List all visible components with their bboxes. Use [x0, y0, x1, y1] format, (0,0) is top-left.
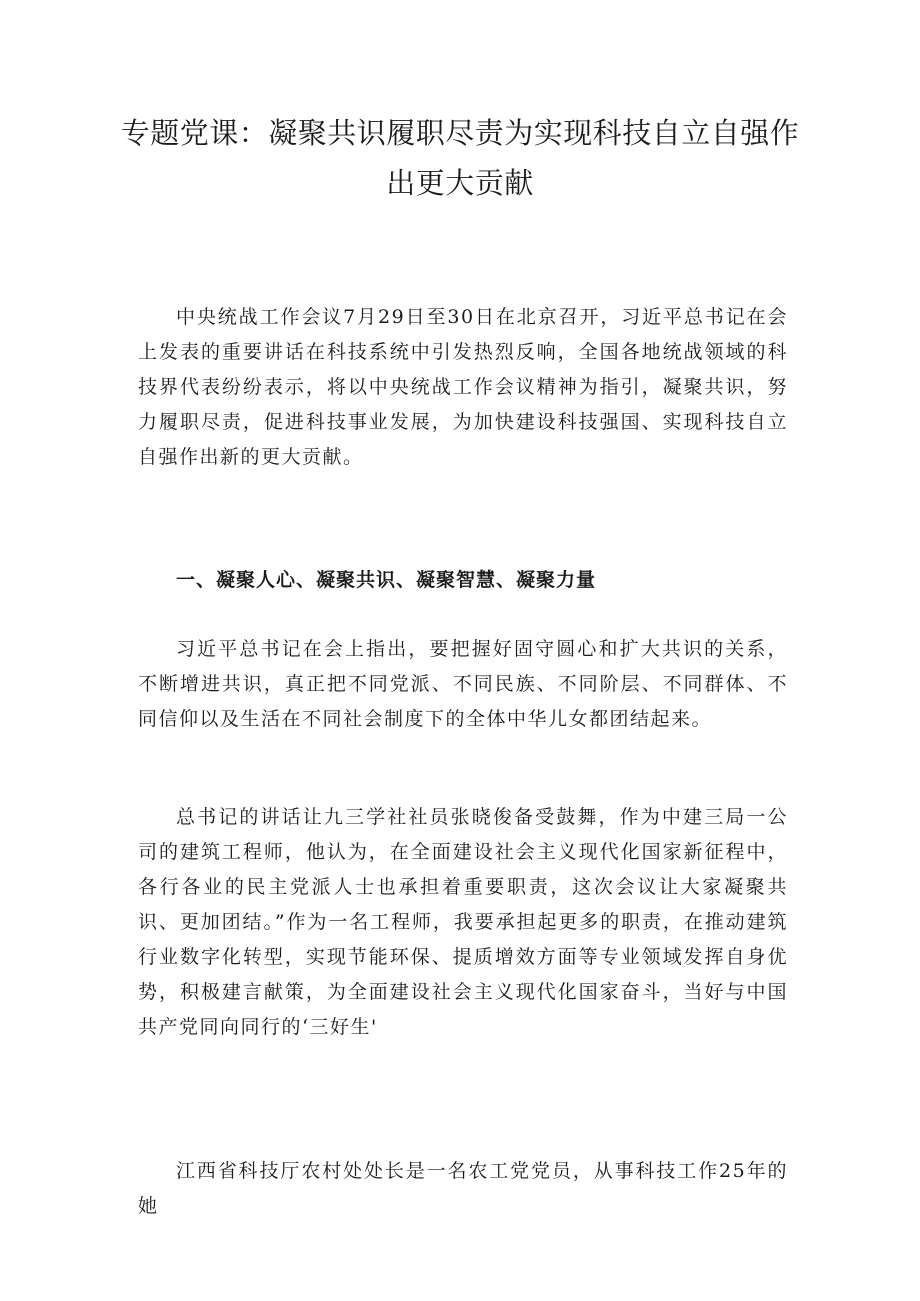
- document-title: 专题党课：凝聚共识履职尽责为实现科技自立自强作出更大贡献: [120, 116, 800, 200]
- paragraph-jiangxi: 江西省科技厅农村处处长是一名农工党党员，从事科技工作25年的她: [138, 1160, 788, 1217]
- paragraph-speech: 习近平总书记在会上指出，要把握好固守圆心和扩大共识的关系，不断增进共识，真正把不同党派、不同民族、不同阶层、不同群体、不同信仰以及生活在不同社会制度下的全体中华儿女都团结起来。: [138, 638, 788, 730]
- paragraph-intro: 中央统战工作会议7月29日至30日在北京召开，习近平总书记在会上发表的重要讲话在科技系统中引发热烈反响，全国各地统战领域的科技界代表纷纷表示，将以中央统战工作会议精神为指引，凝聚共识，努力履职尽责，促进科技事业发展，为加快建设科技强国、实现科技自立自强作出新的更大贡献。: [138, 306, 788, 468]
- section-heading: 一、凝聚人心、凝聚共识、凝聚智慧、凝聚力量: [176, 569, 597, 591]
- paragraph-engineer: 总书记的讲话让九三学社社员张晓俊备受鼓舞，作为中建三局一公司的建筑工程师，他认为，在全面建设社会主义现代化国家新征程中，各行各业的民主党派人士也承担着重要职责，这次会议让大家凝聚共识、更加团结。”作为一名工程师，我要承担起更多的职责，在推动建筑行业数字化转型，实现节能环保、提质增效方面等专业领域发挥自身优势，积极建言献策，为全面建设社会主义现代化国家奋斗，当好与中国共产党同向同行的‘三好生': [138, 806, 788, 1038]
